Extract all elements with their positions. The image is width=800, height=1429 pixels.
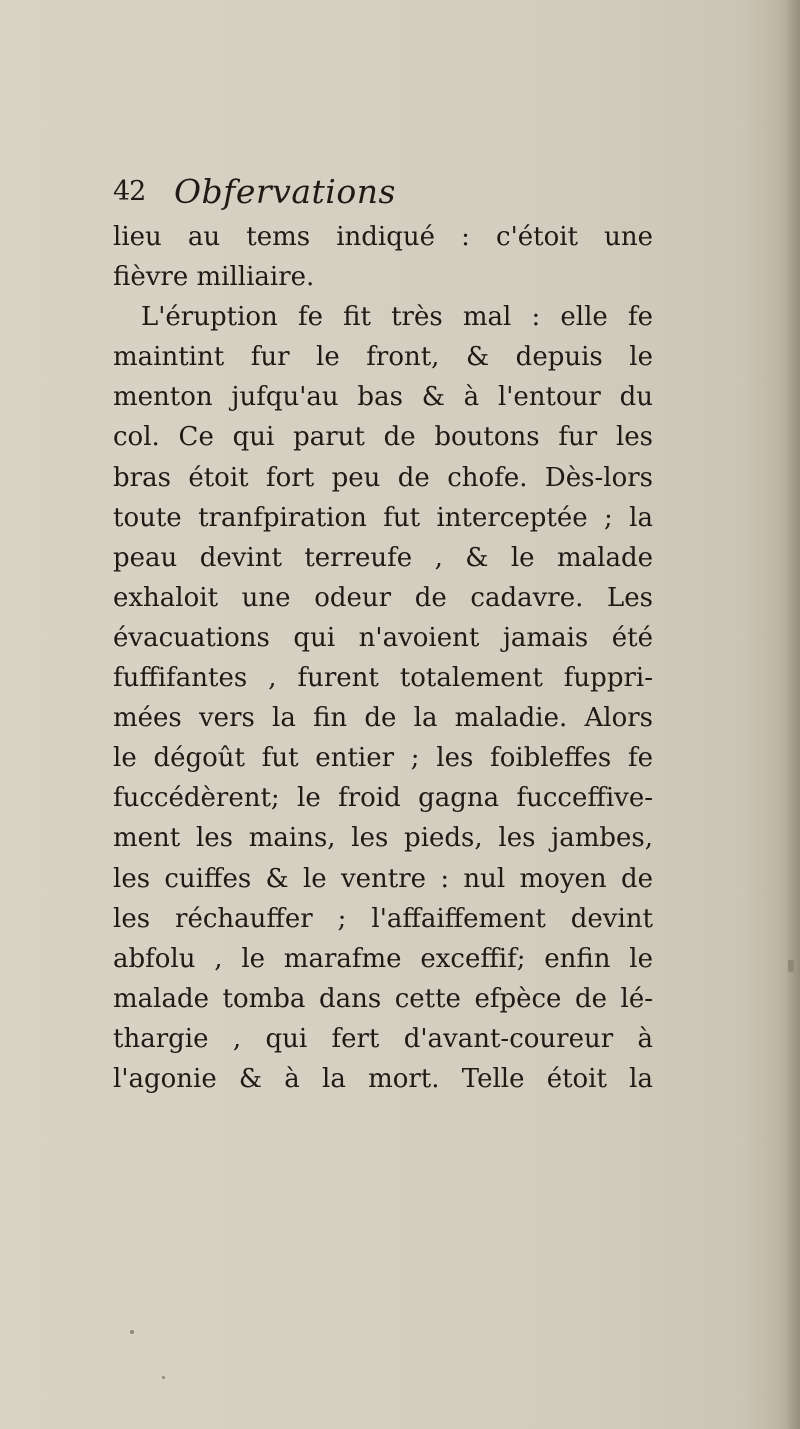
text-line: malade tomba dans cette efpèce de lé- [113, 983, 653, 1014]
text-line: l'agonie & à la mort. Telle étoit la [113, 1063, 653, 1094]
text-line: maintint fur le front, & depuis le [113, 342, 653, 373]
paper-speck [130, 1330, 134, 1334]
paper-speck [162, 1376, 165, 1379]
text-line: évacuations qui n'avoient jamais été [113, 622, 653, 653]
text-line: fuffifantes , furent totalement fuppri- [113, 663, 653, 694]
paper-speck [788, 960, 794, 972]
text-line: col. Ce qui parut de boutons fur les [113, 422, 653, 453]
text-line: lieu au tems indiqué : c'étoit une [113, 222, 653, 252]
text-line: abfolu , le marafme exceffif; enfin le [113, 943, 653, 974]
text-line: toute tranfpiration fut interceptée ; la [113, 502, 653, 533]
text-line: thargie , qui fert d'avant-coureur à [113, 1023, 653, 1054]
text-line: ment les mains, les pieds, les jambes, [113, 823, 653, 854]
text-line: peau devint terreufe , & le malade [113, 542, 653, 573]
text-line: fièvre milliaire. [113, 262, 315, 293]
text-line: mées vers la fin de la maladie. Alors [113, 703, 653, 734]
running-head: Obfervations [174, 172, 396, 211]
body-text [113, 217, 653, 1099]
page-header [113, 172, 613, 212]
text-line: fuccédèrent; le froid gagna fucceffive- [113, 783, 653, 814]
page-number: 42 [113, 176, 146, 207]
text-line: les réchauffer ; l'affaiffement devint [113, 903, 653, 934]
text-line: exhaloit une odeur de cadavre. Les [113, 582, 653, 613]
text-line: le dégoût fut entier ; les foibleffes fe [113, 743, 653, 774]
text-line: L'éruption fe fit très mal : elle fe [141, 302, 653, 333]
text-line: menton jufqu'au bas & à l'entour du [113, 382, 653, 413]
text-line: bras étoit fort peu de chofe. Dès-lors [113, 462, 653, 493]
text-line: les cuiffes & le ventre : nul moyen de [113, 863, 653, 894]
page-edge-shadow [786, 0, 800, 1429]
